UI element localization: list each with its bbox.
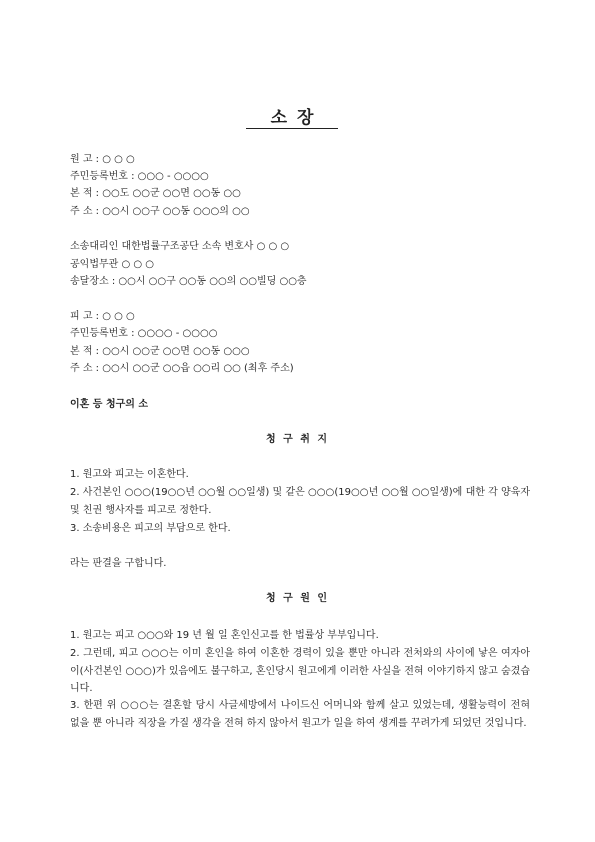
claim-cause-heading: 청 구 원 인 bbox=[265, 593, 330, 604]
title-underline bbox=[246, 128, 338, 129]
claim-cause-item-3: 3. 한편 위 ○○○는 결혼할 당시 사글세방에서 나이드신 어머니와 함께 살고 있었는데, 생활능력이 전혀 없을 뿐 아니라 직장을 가질 생각을 전혀 하지 않아서 원고가 일을 하여 생계를 꾸려가게 되었던 것입니다. bbox=[70, 700, 530, 729]
plaintiff-domicile: 본 적 : ○○도 ○○군 ○○면 ○○동 ○○ bbox=[70, 188, 241, 199]
document-title: 소 장 bbox=[270, 108, 316, 128]
agent-lawyer: 소송대리인 대한법률구조공단 소속 변호사 ○ ○ ○ bbox=[70, 241, 290, 252]
defendant-address: 주 소 : ○○시 ○○군 ○○읍 ○○리 ○○ (최후 주소) bbox=[70, 363, 294, 374]
claim-purpose-item-2: 2. 사건본인 ○○○(19○○년 ○○월 ○○일생) 및 같은 ○○○(19○○년 ○○월 ○○일생)에 대한 각 양육자 및 친권 행사자를 피고로 정한다. bbox=[70, 487, 530, 516]
claim-cause-item-1: 1. 원고는 피고 ○○○와 19 년 월 일 혼인신고를 한 법률상 부부입니다. bbox=[70, 630, 379, 641]
claim-purpose-heading: 청 구 취 지 bbox=[265, 434, 330, 445]
agent-public-attorney: 공익법무관 ○ ○ ○ bbox=[70, 259, 155, 270]
plaintiff-address: 주 소 : ○○시 ○○구 ○○동 ○○○의 ○○ bbox=[70, 206, 250, 217]
claim-cause-item-2: 2. 그런데, 피고 ○○○는 이미 혼인을 하여 이혼한 경력이 있을 뿐만 아니라 전처와의 사이에 낳은 여자아이(사건본인 ○○○)가 있음에도 불구하고, 혼인당시 원고에게 이러한 사실을 전혀 이야기하지 않고 숨겼습니다. bbox=[70, 648, 530, 694]
defendant-name: 피 고 : ○ ○ ○ bbox=[70, 311, 135, 322]
case-title: 이혼 등 청구의 소 bbox=[70, 399, 149, 410]
claim-purpose-closing: 라는 판결을 구합니다. bbox=[70, 558, 167, 569]
defendant-id: 주민등록번호 : ○○○○ - ○○○○ bbox=[70, 328, 218, 339]
defendant-domicile: 본 적 : ○○시 ○○군 ○○면 ○○동 ○○○ bbox=[70, 346, 250, 357]
plaintiff-name: 원 고 : ○ ○ ○ bbox=[70, 154, 135, 165]
agent-service-address: 송달장소 : ○○시 ○○구 ○○동 ○○의 ○○빌딩 ○○층 bbox=[70, 276, 307, 287]
claim-purpose-item-1: 1. 원고와 피고는 이혼한다. bbox=[70, 469, 189, 480]
plaintiff-id: 주민등록번호 : ○○○ - ○○○○ bbox=[70, 171, 209, 182]
claim-purpose-item-3: 3. 소송비용은 피고의 부담으로 한다. bbox=[70, 523, 231, 534]
